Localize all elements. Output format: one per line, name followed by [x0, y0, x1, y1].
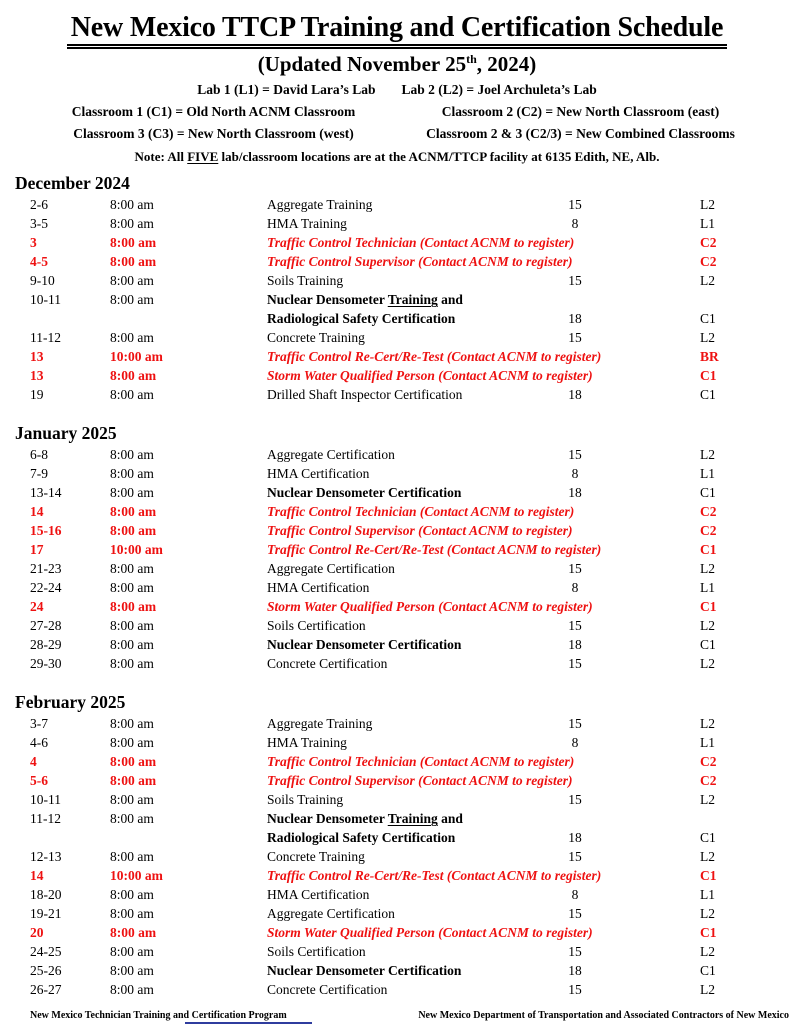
schedule-row [30, 616, 764, 635]
row-spacer [600, 714, 700, 733]
schedule-row [30, 923, 764, 942]
schedule-section [15, 173, 764, 404]
row-location: C2 [700, 754, 717, 770]
schedule-section [15, 692, 764, 999]
row-time: 8:00 am [110, 387, 154, 403]
row-course: HMA Training [267, 216, 347, 232]
schedule-row [30, 714, 764, 733]
row-location: L1 [700, 887, 715, 903]
row-date: 22-24 [30, 580, 62, 596]
row-location: L1 [700, 216, 715, 232]
row-spacer [600, 214, 700, 233]
row-course: Aggregate Certification [267, 561, 395, 577]
row-spacer [600, 559, 700, 578]
row-location: L2 [700, 716, 715, 732]
row-spacer [600, 195, 700, 214]
row-date: 15-16 [30, 523, 62, 539]
row-count: 15 [568, 944, 582, 960]
row-spacer [600, 828, 700, 847]
row-location: BR [700, 349, 719, 365]
schedule-row [30, 942, 764, 961]
note-underlined-word: FIVE [187, 149, 219, 165]
row-time: 8:00 am [110, 944, 154, 960]
row-time: 8:00 am [110, 197, 154, 213]
schedule-row [30, 559, 764, 578]
row-location: L2 [700, 656, 715, 672]
schedule-row [30, 847, 764, 866]
row-time: 8:00 am [110, 561, 154, 577]
row-course: Concrete Training [267, 330, 365, 346]
schedule-row [30, 540, 764, 559]
row-date: 27-28 [30, 618, 62, 634]
row-date: 6-8 [30, 447, 48, 463]
row-course: Drilled Shaft Inspector Certification [267, 387, 463, 403]
row-location [700, 809, 764, 828]
row-location: L1 [700, 580, 715, 596]
row-course: Aggregate Certification [267, 906, 395, 922]
row-course: Aggregate Training [267, 197, 373, 213]
row-location: L2 [700, 849, 715, 865]
title-wrap [30, 12, 764, 49]
row-location: C1 [700, 963, 716, 979]
row-date: 11-12 [30, 811, 61, 827]
row-time: 8:00 am [110, 792, 154, 808]
schedule-row [30, 980, 764, 999]
row-spacer [600, 942, 700, 961]
row-time: 8:00 am [110, 216, 154, 232]
row-count: 15 [568, 197, 582, 213]
row-location: C1 [700, 542, 717, 558]
row-location: C1 [700, 311, 716, 327]
row-spacer [600, 271, 700, 290]
row-spacer [600, 445, 700, 464]
schedule-row [30, 752, 764, 771]
row-time: 8:00 am [110, 982, 154, 998]
row-count: 18 [568, 637, 582, 653]
schedule-row [30, 733, 764, 752]
row-time: 8:00 am [110, 368, 157, 384]
schedule-row [30, 214, 764, 233]
row-course: Traffic Control Technician (Contact ACNM to register) [267, 235, 575, 251]
row-date: 11-12 [30, 330, 61, 346]
row-date: 10-11 [30, 792, 61, 808]
schedule-row [30, 866, 764, 885]
page-title: New Mexico TTCP Training and Certification Schedule [67, 12, 727, 49]
row-time: 8:00 am [110, 504, 157, 520]
row-spacer [600, 654, 700, 673]
row-location: C1 [700, 387, 716, 403]
labs-legend [30, 82, 764, 98]
row-count: 15 [568, 273, 582, 289]
row-date: 18-20 [30, 887, 62, 903]
row-date: 20 [30, 925, 44, 941]
row-course: Traffic Control Technician (Contact ACNM to register) [267, 754, 575, 770]
row-time: 8:00 am [110, 773, 157, 789]
row-count [550, 809, 600, 828]
row-course: Soils Training [267, 273, 344, 289]
row-spacer [600, 464, 700, 483]
row-course: Traffic Control Supervisor (Contact ACNM to register) [267, 523, 573, 539]
row-spacer [600, 483, 700, 502]
row-time: 8:00 am [110, 466, 154, 482]
row-count: 18 [568, 830, 582, 846]
row-time: 8:00 am [110, 656, 154, 672]
section-title: February 2025 [15, 692, 126, 713]
note-prefix: Note: All [134, 149, 188, 165]
row-location: C2 [700, 523, 717, 539]
row-time: 8:00 am [110, 754, 157, 770]
row-location: C2 [700, 504, 717, 520]
row-date: 24 [30, 599, 44, 615]
row-date: 4 [30, 754, 37, 770]
row-course: Nuclear Densometer Training and [267, 811, 463, 827]
row-count: 15 [568, 561, 582, 577]
section-rows [30, 714, 764, 999]
row-course: Traffic Control Technician (Contact ACNM to register) [267, 504, 575, 520]
row-date: 3-7 [30, 716, 48, 732]
row-location: C2 [700, 254, 717, 270]
row-time: 8:00 am [110, 811, 154, 827]
row-count: 15 [568, 792, 582, 808]
schedule-row [30, 195, 764, 214]
schedule-row [30, 521, 764, 540]
row-count: 18 [568, 387, 582, 403]
row-time: 8:00 am [110, 580, 154, 596]
row-time: 8:00 am [110, 716, 154, 732]
row-date: 25-26 [30, 963, 62, 979]
schedule-row [30, 252, 764, 271]
row-count: 15 [568, 982, 582, 998]
row-date: 3-5 [30, 216, 48, 232]
row-time: 8:00 am [110, 523, 157, 539]
row-location: C1 [700, 637, 716, 653]
row-date: 13 [30, 349, 44, 365]
row-count: 15 [568, 330, 582, 346]
row-spacer [600, 809, 700, 828]
section-title: December 2024 [15, 173, 130, 194]
row-course: Concrete Certification [267, 656, 388, 672]
row-count: 15 [568, 906, 582, 922]
row-date: 3 [30, 235, 37, 251]
row-date: 14 [30, 868, 44, 884]
row-count: 18 [568, 485, 582, 501]
row-spacer [600, 635, 700, 654]
row-course: Traffic Control Supervisor (Contact ACNM to register) [267, 773, 573, 789]
row-location: C1 [700, 925, 717, 941]
row-time: 10:00 am [110, 868, 163, 884]
row-spacer [600, 616, 700, 635]
row-course: Storm Water Qualified Person (Contact ACNM to register) [267, 925, 593, 941]
row-location: L1 [700, 466, 715, 482]
schedule-row [30, 290, 764, 309]
updated-prefix: (Updated November 25 [257, 52, 467, 77]
footer-department-name: New Mexico Department of Transportation and Associated Contractors of New Mexico [418, 1010, 789, 1021]
row-course: Soils Certification [267, 944, 366, 960]
row-time: 8:00 am [110, 485, 154, 501]
row-date [30, 828, 110, 847]
row-date: 28-29 [30, 637, 62, 653]
row-date: 26-27 [30, 982, 62, 998]
row-spacer [600, 733, 700, 752]
row-course: Concrete Training [267, 849, 365, 865]
row-spacer [600, 290, 700, 309]
lab2-legend: Lab 2 (L2) = Joel Archuleta’s Lab [401, 82, 597, 98]
row-course: Nuclear Densometer Training and [267, 292, 463, 308]
row-date: 29-30 [30, 656, 62, 672]
row-course: HMA Training [267, 735, 347, 751]
row-location: L2 [700, 561, 715, 577]
row-time: 8:00 am [110, 599, 157, 615]
row-date: 10-11 [30, 292, 61, 308]
row-count [550, 290, 600, 309]
row-course: Traffic Control Re-Cert/Re-Test (Contact ACNM to register) [267, 868, 602, 884]
row-count: 15 [568, 656, 582, 672]
classroom-legend-row1 [30, 104, 764, 120]
row-count: 15 [568, 618, 582, 634]
row-location: L2 [700, 197, 715, 213]
row-course: Nuclear Densometer Certification [267, 963, 462, 979]
row-date: 9-10 [30, 273, 55, 289]
footer [30, 1010, 789, 1022]
row-time: 8:00 am [110, 963, 154, 979]
classroom1-legend: Classroom 1 (C1) = Old North ACNM Classroom [71, 104, 356, 120]
row-date: 14 [30, 504, 44, 520]
schedule-row [30, 385, 764, 404]
row-spacer [600, 904, 700, 923]
row-spacer [600, 847, 700, 866]
schedule-row [30, 654, 764, 673]
row-count: 8 [571, 580, 579, 596]
row-location [700, 290, 764, 309]
row-count: 8 [571, 887, 579, 903]
schedule-row [30, 597, 764, 616]
row-date: 13-14 [30, 485, 62, 501]
row-date: 19-21 [30, 906, 62, 922]
schedule-row [30, 578, 764, 597]
section-rows [30, 445, 764, 673]
schedule-row [30, 347, 764, 366]
row-time: 8:00 am [110, 735, 154, 751]
row-course: Nuclear Densometer Certification [267, 485, 462, 501]
row-course: Traffic Control Supervisor (Contact ACNM to register) [267, 254, 573, 270]
row-date: 7-9 [30, 466, 48, 482]
row-date [30, 309, 110, 328]
schedule-row [30, 271, 764, 290]
schedule-row [30, 366, 764, 385]
row-location: C1 [700, 485, 716, 501]
row-location: C1 [700, 868, 717, 884]
note-suffix: lab/classroom locations are at the ACNM/TTCP facility at 6135 Edith, NE, Alb. [218, 149, 660, 165]
row-course: Soils Training [267, 792, 344, 808]
row-location: L2 [700, 447, 715, 463]
row-time: 8:00 am [110, 235, 157, 251]
row-course: HMA Certification [267, 887, 370, 903]
row-location: L2 [700, 273, 715, 289]
row-date: 5-6 [30, 773, 48, 789]
schedule-row [30, 233, 764, 252]
row-spacer [600, 885, 700, 904]
row-time [110, 828, 267, 847]
row-course: Concrete Certification [267, 982, 388, 998]
row-date: 4-6 [30, 735, 48, 751]
row-course: Radiological Safety Certification [267, 311, 456, 327]
row-time: 8:00 am [110, 447, 154, 463]
row-location: C1 [700, 368, 717, 384]
row-course: Traffic Control Re-Cert/Re-Test (Contact ACNM to register) [267, 542, 602, 558]
row-time: 8:00 am [110, 906, 154, 922]
row-time: 8:00 am [110, 273, 154, 289]
schedule-row [30, 445, 764, 464]
row-count: 8 [571, 466, 579, 482]
row-date: 19 [30, 387, 44, 403]
lab1-legend: Lab 1 (L1) = David Lara’s Lab [197, 82, 376, 98]
schedule-row [30, 904, 764, 923]
row-location: C1 [700, 830, 716, 846]
row-count: 18 [568, 963, 582, 979]
row-date: 17 [30, 542, 44, 558]
row-location: L2 [700, 982, 715, 998]
classroom3-legend: Classroom 3 (C3) = New North Classroom (west) [73, 126, 354, 142]
classroom2-legend: Classroom 2 (C2) = New North Classroom (east) [441, 104, 720, 120]
schedule-sections [15, 173, 764, 999]
row-time: 8:00 am [110, 618, 154, 634]
row-spacer [600, 980, 700, 999]
row-spacer [600, 578, 700, 597]
row-time: 10:00 am [110, 349, 163, 365]
row-course: Nuclear Densometer Certification [267, 637, 462, 653]
schedule-row [30, 328, 764, 347]
row-count: 18 [568, 311, 582, 327]
schedule-row [30, 502, 764, 521]
updated-suffix: , 2024) [476, 52, 537, 77]
classroom23-legend: Classroom 2 & 3 (C2/3) = New Combined Classrooms [426, 126, 735, 142]
schedule-section [15, 423, 764, 673]
row-spacer [600, 328, 700, 347]
row-count: 8 [571, 216, 579, 232]
row-time: 8:00 am [110, 849, 154, 865]
row-course: Traffic Control Re-Cert/Re-Test (Contact ACNM to register) [267, 349, 602, 365]
row-time: 10:00 am [110, 542, 163, 558]
row-course: Aggregate Certification [267, 447, 395, 463]
row-time: 8:00 am [110, 330, 154, 346]
schedule-row [30, 309, 764, 328]
row-date: 13 [30, 368, 44, 384]
row-count: 15 [568, 849, 582, 865]
schedule-row [30, 885, 764, 904]
row-time [110, 309, 267, 328]
schedule-row [30, 464, 764, 483]
row-course: Radiological Safety Certification [267, 830, 456, 846]
row-location: L2 [700, 330, 715, 346]
row-count: 15 [568, 716, 582, 732]
schedule-row [30, 635, 764, 654]
schedule-row [30, 828, 764, 847]
section-rows [30, 195, 764, 404]
row-location: L2 [700, 944, 715, 960]
row-date: 21-23 [30, 561, 62, 577]
row-location: C2 [700, 235, 717, 251]
updated-superscript: th [466, 52, 477, 67]
row-location: L2 [700, 792, 715, 808]
row-date: 24-25 [30, 944, 62, 960]
schedule-row [30, 809, 764, 828]
row-count: 15 [568, 447, 582, 463]
footer-program-name: New Mexico Technician Training and Certification Program [30, 1010, 287, 1021]
row-course: Soils Certification [267, 618, 366, 634]
row-location: L2 [700, 618, 715, 634]
schedule-row [30, 961, 764, 980]
row-location: C1 [700, 599, 717, 615]
row-location: L1 [700, 735, 715, 751]
row-time: 8:00 am [110, 637, 154, 653]
row-course: Storm Water Qualified Person (Contact ACNM to register) [267, 599, 593, 615]
row-spacer [600, 790, 700, 809]
row-course: Storm Water Qualified Person (Contact ACNM to register) [267, 368, 593, 384]
row-spacer [600, 961, 700, 980]
row-count: 8 [571, 735, 579, 751]
updated-line [30, 53, 764, 76]
schedule-row [30, 483, 764, 502]
section-title: January 2025 [15, 423, 117, 444]
row-time: 8:00 am [110, 925, 157, 941]
row-time: 8:00 am [110, 254, 157, 270]
row-course: HMA Certification [267, 580, 370, 596]
row-spacer [600, 385, 700, 404]
row-time: 8:00 am [110, 887, 154, 903]
schedule-row [30, 790, 764, 809]
classroom-legend-row2 [30, 126, 764, 142]
schedule-row [30, 771, 764, 790]
row-date: 12-13 [30, 849, 62, 865]
row-spacer [600, 309, 700, 328]
row-course: HMA Certification [267, 466, 370, 482]
row-time: 8:00 am [110, 292, 154, 308]
row-location: C2 [700, 773, 717, 789]
row-date: 4-5 [30, 254, 48, 270]
row-course: Aggregate Training [267, 716, 373, 732]
row-date: 2-6 [30, 197, 48, 213]
location-note [30, 149, 764, 165]
row-location: L2 [700, 906, 715, 922]
